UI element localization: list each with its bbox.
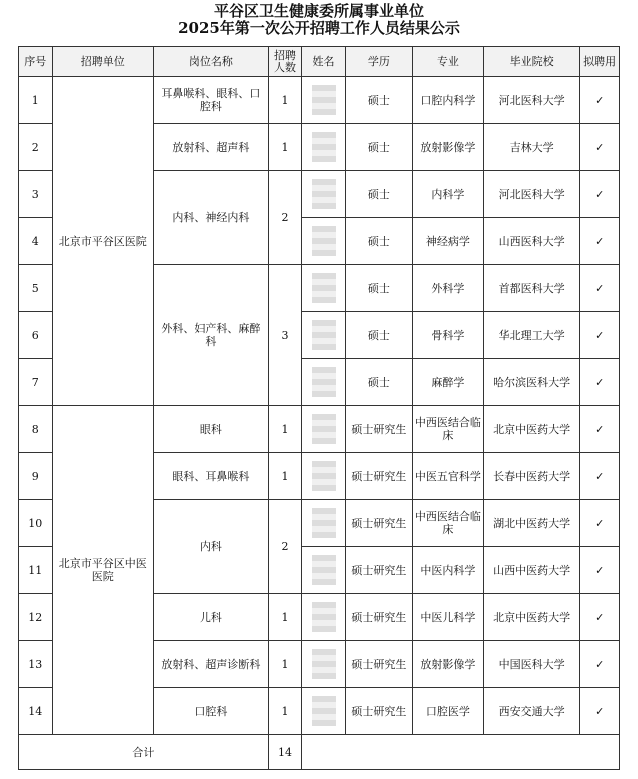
table-row — [19, 77, 620, 124]
row-no: 3 — [19, 171, 53, 218]
check-icon: ✓ — [580, 641, 620, 688]
count-cell: 2 — [268, 500, 302, 594]
count-cell: 1 — [268, 594, 302, 641]
name-cell-redacted — [302, 594, 346, 641]
redaction-blur — [312, 226, 336, 256]
position-cell: 内科 — [154, 500, 269, 594]
major-cell: 麻醉学 — [412, 359, 483, 406]
redaction-blur — [312, 85, 336, 115]
header-major: 专业 — [412, 47, 483, 77]
row-no: 11 — [19, 547, 53, 594]
school-cell: 西安交通大学 — [483, 688, 579, 735]
total-label: 合计 — [19, 735, 269, 770]
major-cell: 放射影像学 — [412, 641, 483, 688]
header-hired: 拟聘用 — [580, 47, 620, 77]
position-cell: 放射科、超声诊断科 — [154, 641, 269, 688]
major-cell: 口腔医学 — [412, 688, 483, 735]
row-no: 13 — [19, 641, 53, 688]
row-no: 5 — [19, 265, 53, 312]
degree-cell: 硕士 — [345, 312, 412, 359]
count-cell: 1 — [268, 688, 302, 735]
redaction-blur — [312, 320, 336, 350]
name-cell-redacted — [302, 171, 346, 218]
unit-cell: 北京市平谷区医院 — [52, 77, 154, 406]
count-cell: 3 — [268, 265, 302, 406]
check-icon: ✓ — [580, 77, 620, 124]
count-cell: 1 — [268, 641, 302, 688]
position-cell: 儿科 — [154, 594, 269, 641]
position-cell: 放射科、超声科 — [154, 124, 269, 171]
row-no: 2 — [19, 124, 53, 171]
row-no: 4 — [19, 218, 53, 265]
redaction-blur — [312, 696, 336, 726]
name-cell-redacted — [302, 453, 346, 500]
position-cell: 耳鼻喉科、眼科、口腔科 — [154, 77, 269, 124]
name-cell-redacted — [302, 500, 346, 547]
redaction-blur — [312, 132, 336, 162]
redaction-blur — [312, 508, 336, 538]
school-cell: 华北理工大学 — [483, 312, 579, 359]
title-line-2: 2025年第一次公开招聘工作人员结果公示 — [178, 19, 460, 37]
header-no: 序号 — [19, 47, 53, 77]
major-cell: 放射影像学 — [412, 124, 483, 171]
header-count: 招聘人数 — [268, 47, 302, 77]
check-icon: ✓ — [580, 500, 620, 547]
school-cell: 山西中医药大学 — [483, 547, 579, 594]
redaction-blur — [312, 461, 336, 491]
major-cell: 骨科学 — [412, 312, 483, 359]
school-cell: 中国医科大学 — [483, 641, 579, 688]
count-cell: 2 — [268, 171, 302, 265]
count-cell: 1 — [268, 124, 302, 171]
row-no: 6 — [19, 312, 53, 359]
school-cell: 北京中医药大学 — [483, 594, 579, 641]
school-cell: 哈尔滨医科大学 — [483, 359, 579, 406]
check-icon: ✓ — [580, 688, 620, 735]
degree-cell: 硕士 — [345, 218, 412, 265]
name-cell-redacted — [302, 77, 346, 124]
degree-cell: 硕士 — [345, 77, 412, 124]
total-row — [19, 735, 620, 770]
header-degree: 学历 — [345, 47, 412, 77]
check-icon: ✓ — [580, 453, 620, 500]
title-line-1: 平谷区卫生健康委所属事业单位 — [213, 2, 424, 20]
position-cell: 口腔科 — [154, 688, 269, 735]
degree-cell: 硕士 — [345, 265, 412, 312]
name-cell-redacted — [302, 359, 346, 406]
degree-cell: 硕士 — [345, 124, 412, 171]
school-cell: 长春中医药大学 — [483, 453, 579, 500]
row-no: 14 — [19, 688, 53, 735]
major-cell: 口腔内科学 — [412, 77, 483, 124]
school-cell: 首都医科大学 — [483, 265, 579, 312]
check-icon: ✓ — [580, 594, 620, 641]
check-icon: ✓ — [580, 171, 620, 218]
name-cell-redacted — [302, 265, 346, 312]
school-cell: 河北医科大学 — [483, 171, 579, 218]
check-icon: ✓ — [580, 218, 620, 265]
redaction-blur — [312, 179, 336, 209]
major-cell: 外科学 — [412, 265, 483, 312]
check-icon: ✓ — [580, 406, 620, 453]
major-cell: 中医儿科学 — [412, 594, 483, 641]
header-row — [19, 47, 620, 77]
position-cell: 眼科、耳鼻喉科 — [154, 453, 269, 500]
row-no: 1 — [19, 77, 53, 124]
check-icon: ✓ — [580, 547, 620, 594]
results-table — [18, 46, 620, 770]
name-cell-redacted — [302, 124, 346, 171]
name-cell-redacted — [302, 547, 346, 594]
redaction-blur — [312, 273, 336, 303]
major-cell: 内科学 — [412, 171, 483, 218]
name-cell-redacted — [302, 312, 346, 359]
name-cell-redacted — [302, 641, 346, 688]
header-position: 岗位名称 — [154, 47, 269, 77]
school-cell: 湖北中医药大学 — [483, 500, 579, 547]
redaction-blur — [312, 555, 336, 585]
degree-cell: 硕士 — [345, 171, 412, 218]
degree-cell: 硕士 — [345, 359, 412, 406]
major-cell: 中西医结合临床 — [412, 500, 483, 547]
school-cell: 河北医科大学 — [483, 77, 579, 124]
row-no: 8 — [19, 406, 53, 453]
redaction-blur — [312, 367, 336, 397]
major-cell: 中医五官科学 — [412, 453, 483, 500]
count-cell: 1 — [268, 406, 302, 453]
unit-cell: 北京市平谷区中医医院 — [52, 406, 154, 735]
row-no: 7 — [19, 359, 53, 406]
check-icon: ✓ — [580, 359, 620, 406]
count-cell: 1 — [268, 453, 302, 500]
degree-cell: 硕士研究生 — [345, 594, 412, 641]
check-icon: ✓ — [580, 124, 620, 171]
degree-cell: 硕士研究生 — [345, 406, 412, 453]
header-name: 姓名 — [302, 47, 346, 77]
count-cell: 1 — [268, 77, 302, 124]
degree-cell: 硕士研究生 — [345, 500, 412, 547]
major-cell: 中西医结合临床 — [412, 406, 483, 453]
school-cell: 吉林大学 — [483, 124, 579, 171]
check-icon: ✓ — [580, 312, 620, 359]
row-no: 9 — [19, 453, 53, 500]
header-unit: 招聘单位 — [52, 47, 154, 77]
major-cell: 中医内科学 — [412, 547, 483, 594]
degree-cell: 硕士研究生 — [345, 453, 412, 500]
position-cell: 眼科 — [154, 406, 269, 453]
total-count: 14 — [268, 735, 302, 770]
school-cell: 北京中医药大学 — [483, 406, 579, 453]
degree-cell: 硕士研究生 — [345, 688, 412, 735]
row-no: 12 — [19, 594, 53, 641]
name-cell-redacted — [302, 218, 346, 265]
redaction-blur — [312, 602, 336, 632]
position-cell: 内科、神经内科 — [154, 171, 269, 265]
header-school: 毕业院校 — [483, 47, 579, 77]
school-cell: 山西医科大学 — [483, 218, 579, 265]
row-no: 10 — [19, 500, 53, 547]
redaction-blur — [312, 414, 336, 444]
check-icon: ✓ — [580, 265, 620, 312]
name-cell-redacted — [302, 406, 346, 453]
redaction-blur — [312, 649, 336, 679]
degree-cell: 硕士研究生 — [345, 547, 412, 594]
name-cell-redacted — [302, 688, 346, 735]
major-cell: 神经病学 — [412, 218, 483, 265]
position-cell: 外科、妇产科、麻醉科 — [154, 265, 269, 406]
degree-cell: 硕士研究生 — [345, 641, 412, 688]
total-empty — [302, 735, 620, 770]
table-row — [19, 406, 620, 453]
